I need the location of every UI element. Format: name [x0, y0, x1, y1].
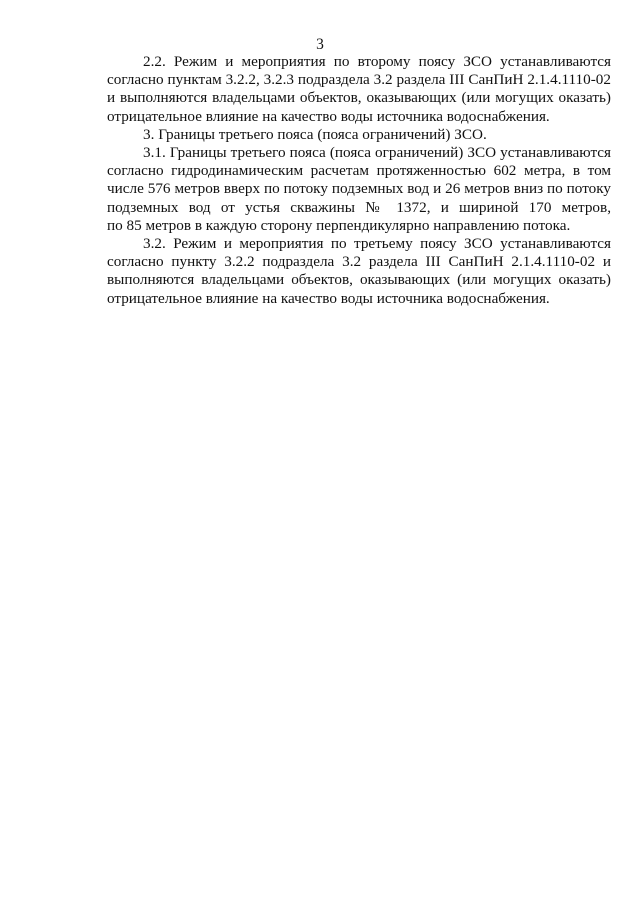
text-line: согласно гидродинамическим расчетам протяженностью 602 метра, в том	[107, 162, 611, 180]
text-line: числе 576 метров вверх по потоку подземных вод и 26 метров вниз по потоку	[107, 180, 611, 198]
text-line: 3. Границы третьего пояса (пояса ограничений) ЗСО.	[143, 125, 487, 143]
heading-section-3	[107, 126, 611, 144]
text-line: отрицательное влияние на качество воды источника водоснабжения.	[107, 107, 550, 125]
paragraph-3-1	[107, 144, 611, 235]
page-number: 3	[316, 36, 324, 53]
text-line: 2.2. Режим и мероприятия по второму поясу ЗСО устанавливаются	[143, 53, 611, 70]
text-line: подземных вод от устья скважины № 1372, и шириной 170 метров,	[107, 198, 611, 216]
text-line: по 85 метров в каждую сторону перпендикулярно направлению потока.	[107, 216, 571, 234]
text-line: отрицательное влияние на качество воды источника водоснабжения.	[107, 289, 550, 307]
document-body	[107, 53, 611, 308]
paragraph-2-2	[107, 53, 611, 126]
text-line: согласно пунктам 3.2.2, 3.2.3 подраздела 3.2 раздела III СанПиН 2.1.4.1110-02	[107, 71, 611, 89]
text-line: 3.1. Границы третьего пояса (пояса ограничений) ЗСО устанавливаются	[143, 144, 611, 162]
text-line: согласно пункту 3.2.2 подраздела 3.2 раздела III СанПиН 2.1.4.1110-02 и	[107, 253, 611, 271]
text-line: 3.2. Режим и мероприятия по третьему поясу ЗСО устанавливаются	[143, 235, 611, 253]
text-line: и выполняются владельцами объектов, оказывающих (или могущих оказать)	[107, 89, 611, 107]
text-line: выполняются владельцами объектов, оказывающих (или могущих оказать)	[107, 271, 611, 289]
paragraph-3-2	[107, 235, 611, 308]
